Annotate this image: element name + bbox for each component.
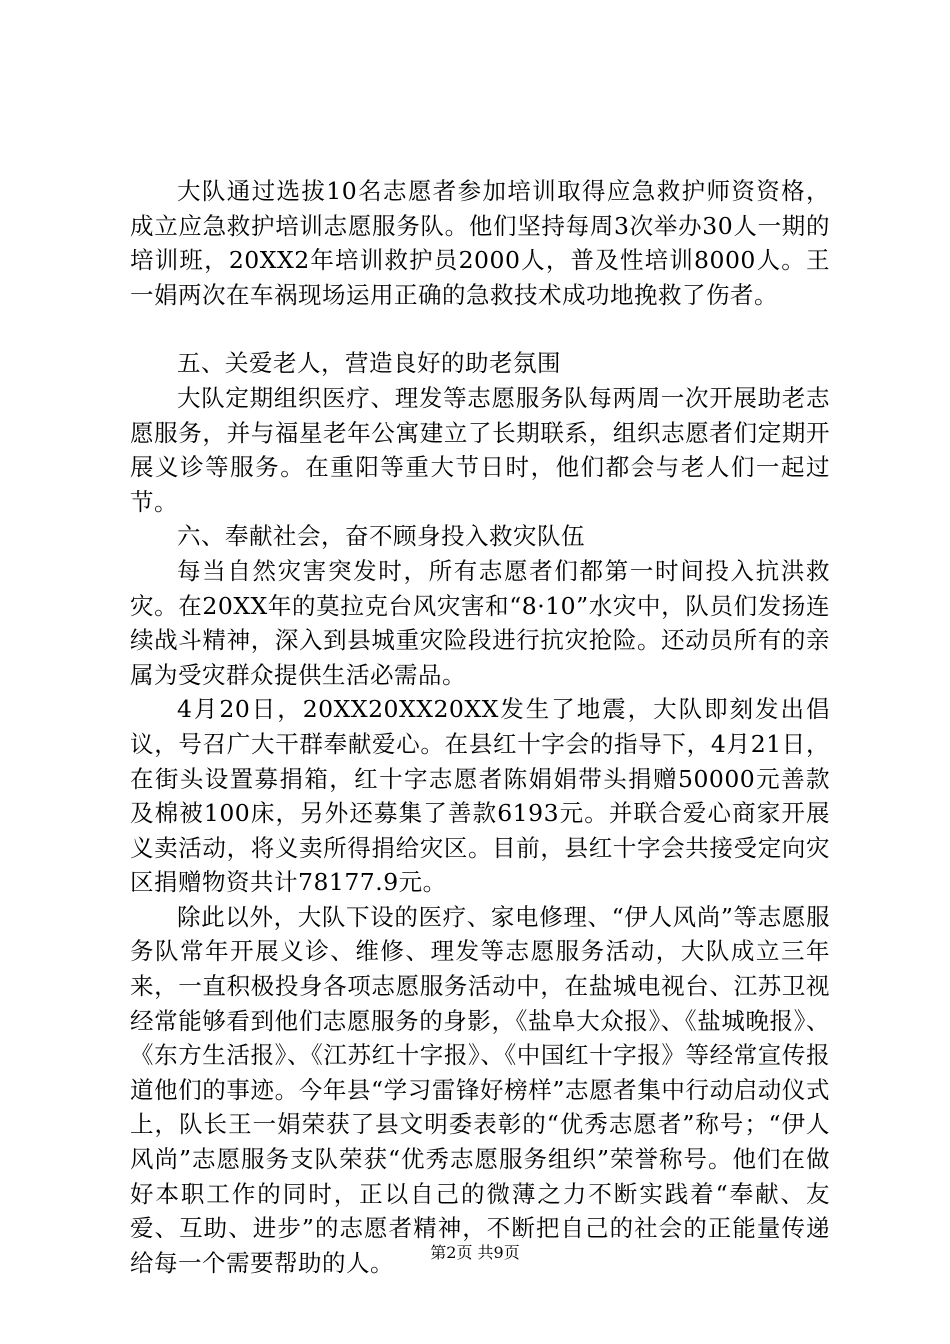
paragraph-other-services: 除此以外，大队下设的医疗、家电修理、“伊人风尚”等志愿服务队常年开展义诊、维修、理发等志愿服务活动，大队成立三年来，一直积极投身各项志愿服务活动中，在盐城电视台、江苏卫视经常能够看到他们志愿服务的身影，《盐阜大众报》、《盐城晚报》、《东方生活报》、《江苏红十字报》、《中国红十字报》等经常宣传报道他们的事迹。今年县“学习雷锋好榜样”志愿者集中行动启动仪式上，队长王一娟荣获了县文明委表彰的“优秀志愿者”称号；“伊人风尚”志愿服务支队荣获“优秀志愿服务组织”荣誉称号。他们在做好本职工作的同时，正以自己的微薄之力不断实践着“奉献、友爱、互助、进步”的志愿者精神，不断把自己的社会的正能量传递给每一个需要帮助的人。 [130, 902, 830, 1277]
section-heading-disaster-relief: 六、奉献社会，奋不顾身投入救灾队伍 [177, 522, 585, 551]
page-number-footer: 第2页 共9页 [430, 1243, 520, 1262]
paragraph-earthquake-donation: 4月20日，20XX20XX20XX发生了地震，大队即刻发出倡议，号召广大干群奉献爱心。在县红十字会的指导下，4月21日，在街头设置募捐箱，红十字志愿者陈娟娟带头捐赠50000元善款及棉被100床，另外还募集了善款6193元。并联合爱心商家开展义卖活动，将义卖所得捐给灾区。目前，县红十字会共接受定向灾区捐赠物资共计78177.9元。 [130, 695, 830, 897]
paragraph-elderly-care: 大队定期组织医疗、理发等志愿服务队每两周一次开展助老志愿服务，并与福星老年公寓建立了长期联系，组织志愿者们定期开展义诊等服务。在重阳等重大节日时，他们都会与老人们一起过节。 [130, 383, 830, 516]
document-body [130, 174, 830, 1280]
paragraph-training: 大队通过选拔10名志愿者参加培训取得应急救护师资资格，成立应急救护培训志愿服务队。他们坚持每周3次举办30人一期的培训班，20XX2年培训救护员2000人，普及性培训8000人。王一娟两次在车祸现场运用正确的急救技术成功地挽救了伤者。 [130, 177, 830, 309]
paragraph-flood-relief: 每当自然灾害突发时，所有志愿者们都第一时间投入抗洪救灾。在20XX年的莫拉克台风灾害和“8·10”水灾中，队员们发扬连续战斗精神，深入到县城重灾险段进行抗灾抢险。还动员所有的亲属为受灾群众提供生活必需品。 [130, 556, 830, 689]
paragraph-gap [130, 312, 830, 346]
section-heading-elderly-care: 五、关爱老人，营造良好的助老氛围 [177, 349, 561, 378]
